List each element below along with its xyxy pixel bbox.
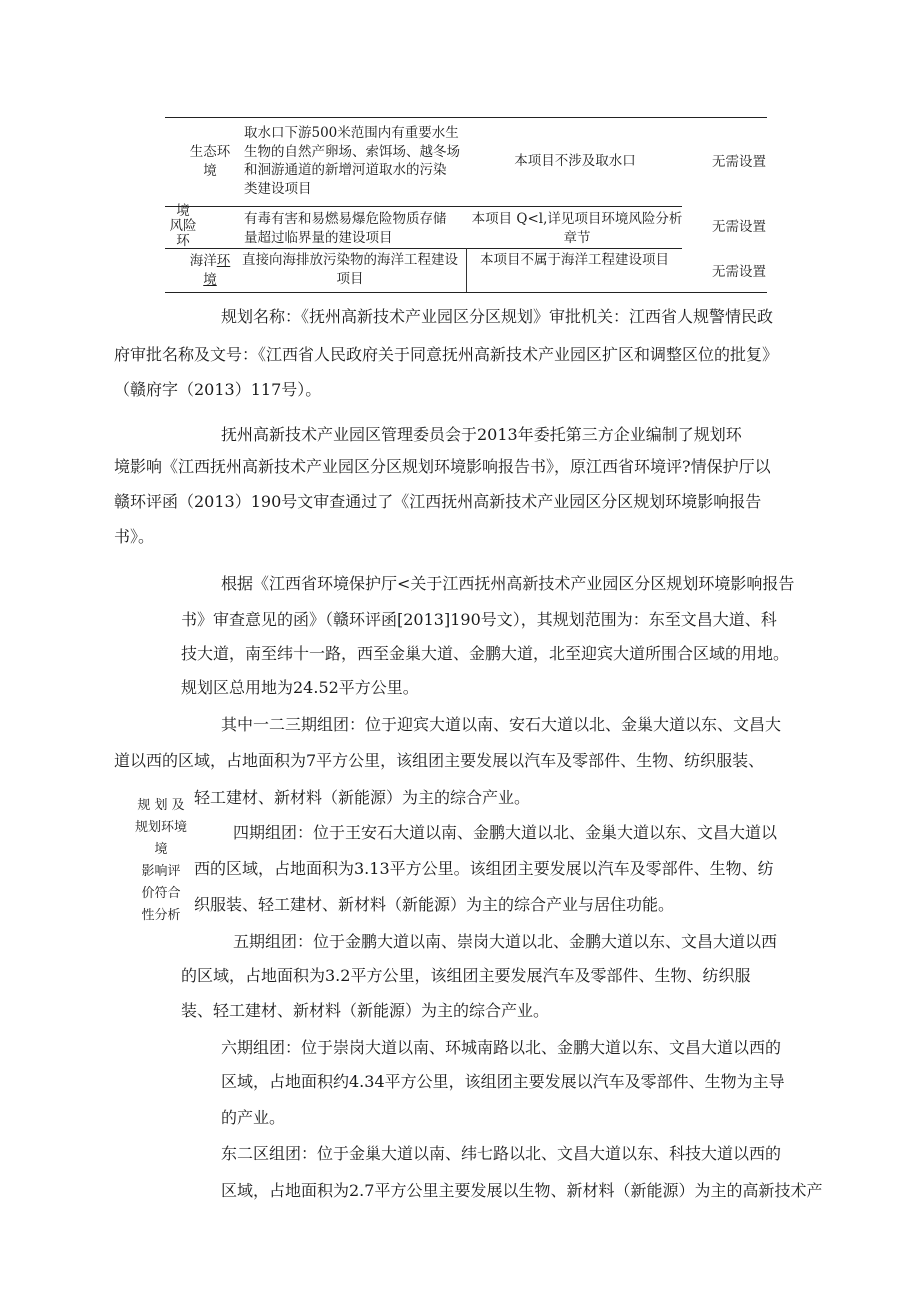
paragraph-line: 根据《江西省环境保护厅<关于江西抚州高新技术产业园区分区规划环境影响报告: [221, 574, 795, 593]
paragraph-line: 规划名称：《抚州高新技术产业园区分区规划》审批机关：江西省人规警情民政: [221, 307, 774, 326]
table-cell-condition: 直接向海排放污染物的海洋工程建设 项目: [242, 252, 458, 287]
paragraph-line: 装、轻工建材、新材料（新能源）为主的综合产业。: [181, 1001, 550, 1020]
table-cell-situation: 本项目不属于海洋工程建设项目: [480, 252, 669, 268]
paragraph-line: 书》。: [114, 527, 155, 546]
table-top-rule: [165, 117, 767, 118]
paragraph-line: 轻工建材、新材料（新能源）为主的综合产业。: [194, 788, 531, 807]
table-cell-condition: 有毒有害和易燃易爆危险物质存储 量超过临界量的建设项目: [244, 211, 447, 246]
table-row-divider: [165, 248, 682, 249]
table-cell-measure: 无需设置: [712, 219, 766, 235]
paragraph-line: 区域，占地面积为2.7平方公里主要发展以生物、新材料（新能源）为主的高新技术产: [221, 1181, 823, 1200]
table-cell-category: 生态环 境: [189, 144, 231, 179]
table-cell-category: 境 风险 环: [169, 203, 197, 249]
paragraph-line: 抚州高新技术产业园区管理委员会于2013年委托第三方企业编制了规划环: [221, 425, 742, 444]
table-cell-measure: 无需设置: [712, 264, 766, 280]
paragraph-line: 织服装、轻工建材、新材料（新能源）为主的综合产业与居住功能。: [194, 895, 675, 914]
table-cell-category: 海洋环 境: [189, 253, 231, 288]
paragraph-line: 其中一二三期组团：位于迎宾大道以南、安石大道以北、金巢大道以东、文昌大: [221, 715, 782, 734]
paragraph-line: 道以西的区域，占地面积为7平方公里，该组团主要发展以汽车及零部件、生物、纺织服装、: [114, 751, 765, 770]
paragraph-line: 西的区域，占地面积为3.13平方公里。该组团主要发展以汽车及零部件、生物、纺: [194, 859, 774, 878]
paragraph-line: 技大道，南至纬十一路，西至金巢大道、金鹏大道，北至迎宾大道所围合区域的用地。: [181, 644, 790, 663]
table-bottom-rule: [165, 292, 767, 293]
paragraph-line: 四期组团：位于王安石大道以南、金鹏大道以北、金巢大道以东、文昌大道以: [233, 823, 778, 842]
paragraph-line: 府审批名称及文号：《江西省人民政府关于同意抚州高新技术产业园区扩区和调整区位的批复》: [114, 345, 779, 364]
paragraph-line: 书》审查意见的函》（赣环评函[2013]190号文），其规划范围为：东至文昌大道、科: [181, 610, 777, 629]
table-cell-condition: 取水口下游500米范围内有重要水生 生物的自然产卵场、索饵场、越冬场 和洄游通道的新增河道取水的污染 类建设项目: [244, 125, 460, 197]
table-column-divider: [466, 248, 467, 292]
table-cell-situation: 本项目 Q<l,详见项目环境风险分析 章节: [471, 211, 683, 246]
table-row-divider: [165, 206, 682, 207]
paragraph-line: 东二区组团：位于金巢大道以南、纬七路以北、文昌大道以东、科技大道以西的: [221, 1144, 782, 1163]
paragraph-line: 赣环评函（2013）190号文审查通过了《江西抚州高新技术产业园区分区规划环境影响报告: [114, 492, 762, 511]
side-label: 规 划 及 规划环境 境 影响评 价符合 性分析: [134, 798, 187, 923]
paragraph-line: 的产业。: [221, 1108, 286, 1127]
table-cell-measure: 无需设置: [712, 154, 766, 170]
paragraph-line: 境影响《江西抚州高新技术产业园区分区规划环境影响报告书》，原江西省环境评?情保护厅以: [114, 457, 771, 476]
paragraph-line: 六期组团：位于崇岗大道以南、环城南路以北、金鹏大道以东、文昌大道以西的: [221, 1038, 782, 1057]
table-cell-situation: 本项目不涉及取水口: [514, 153, 636, 169]
paragraph-line: （赣府字（2013）117号）。: [114, 380, 322, 399]
paragraph-line: 区域，占地面积约4.34平方公里，该组团主要发展以汽车及零部件、生物为主导: [221, 1072, 785, 1091]
paragraph-line: 的区域，占地面积为3.2平方公里，该组团主要发展汽车及零部件、生物、纺织服: [181, 966, 751, 985]
paragraph-line: 规划区总用地为24.52平方公里。: [181, 678, 419, 697]
paragraph-line: 五期组团：位于金鹏大道以南、崇岗大道以北、金鹏大道以东、文昌大道以西: [233, 932, 778, 951]
